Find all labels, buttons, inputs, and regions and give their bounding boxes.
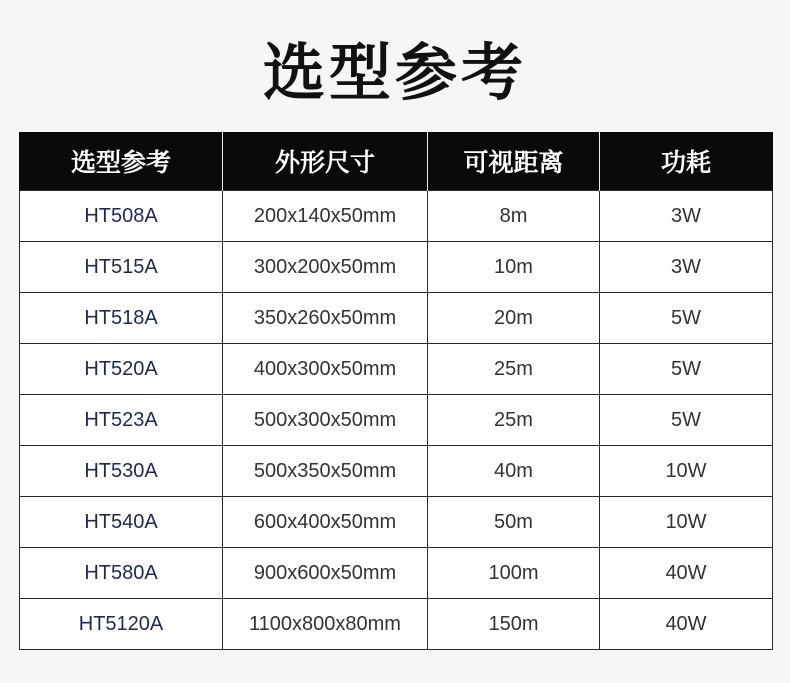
distance-cell: 20m — [428, 293, 600, 344]
power-cell: 3W — [600, 242, 773, 293]
power-cell: 10W — [600, 446, 773, 497]
header-viewing-distance: 可视距离 — [428, 132, 600, 191]
power-cell: 5W — [600, 395, 773, 446]
header-dimensions: 外形尺寸 — [223, 132, 428, 191]
distance-cell: 40m — [428, 446, 600, 497]
power-cell: 40W — [600, 599, 773, 650]
model-cell: HT520A — [20, 344, 223, 395]
model-cell: HT5120A — [20, 599, 223, 650]
model-cell: HT518A — [20, 293, 223, 344]
dimensions-cell: 400x300x50mm — [223, 344, 428, 395]
table-row — [20, 344, 773, 395]
header-power: 功耗 — [600, 132, 773, 191]
dimensions-cell: 200x140x50mm — [223, 191, 428, 242]
distance-cell: 50m — [428, 497, 600, 548]
selection-table — [19, 132, 773, 650]
model-cell: HT508A — [20, 191, 223, 242]
distance-cell: 25m — [428, 395, 600, 446]
table-row — [20, 497, 773, 548]
distance-cell: 8m — [428, 191, 600, 242]
table-row — [20, 548, 773, 599]
power-cell: 10W — [600, 497, 773, 548]
power-cell: 3W — [600, 191, 773, 242]
dimensions-cell: 300x200x50mm — [223, 242, 428, 293]
dimensions-cell: 900x600x50mm — [223, 548, 428, 599]
dimensions-cell: 350x260x50mm — [223, 293, 428, 344]
table-row — [20, 395, 773, 446]
dimensions-cell: 1100x800x80mm — [223, 599, 428, 650]
power-cell: 5W — [600, 293, 773, 344]
model-cell: HT523A — [20, 395, 223, 446]
model-cell: HT515A — [20, 242, 223, 293]
page-title: 选型参考 — [262, 36, 527, 109]
dimensions-cell: 600x400x50mm — [223, 497, 428, 548]
power-cell: 40W — [600, 548, 773, 599]
model-cell: HT540A — [20, 497, 223, 548]
model-cell: HT580A — [20, 548, 223, 599]
table-row — [20, 599, 773, 650]
distance-cell: 150m — [428, 599, 600, 650]
dimensions-cell: 500x350x50mm — [223, 446, 428, 497]
dimensions-cell: 500x300x50mm — [223, 395, 428, 446]
distance-cell: 25m — [428, 344, 600, 395]
table-row — [20, 446, 773, 497]
table-row — [20, 191, 773, 242]
table-row — [20, 293, 773, 344]
model-cell: HT530A — [20, 446, 223, 497]
header-model: 选型参考 — [20, 132, 223, 191]
power-cell: 5W — [600, 344, 773, 395]
distance-cell: 10m — [428, 242, 600, 293]
table-row — [20, 242, 773, 293]
table-header-row — [20, 132, 773, 191]
distance-cell: 100m — [428, 548, 600, 599]
